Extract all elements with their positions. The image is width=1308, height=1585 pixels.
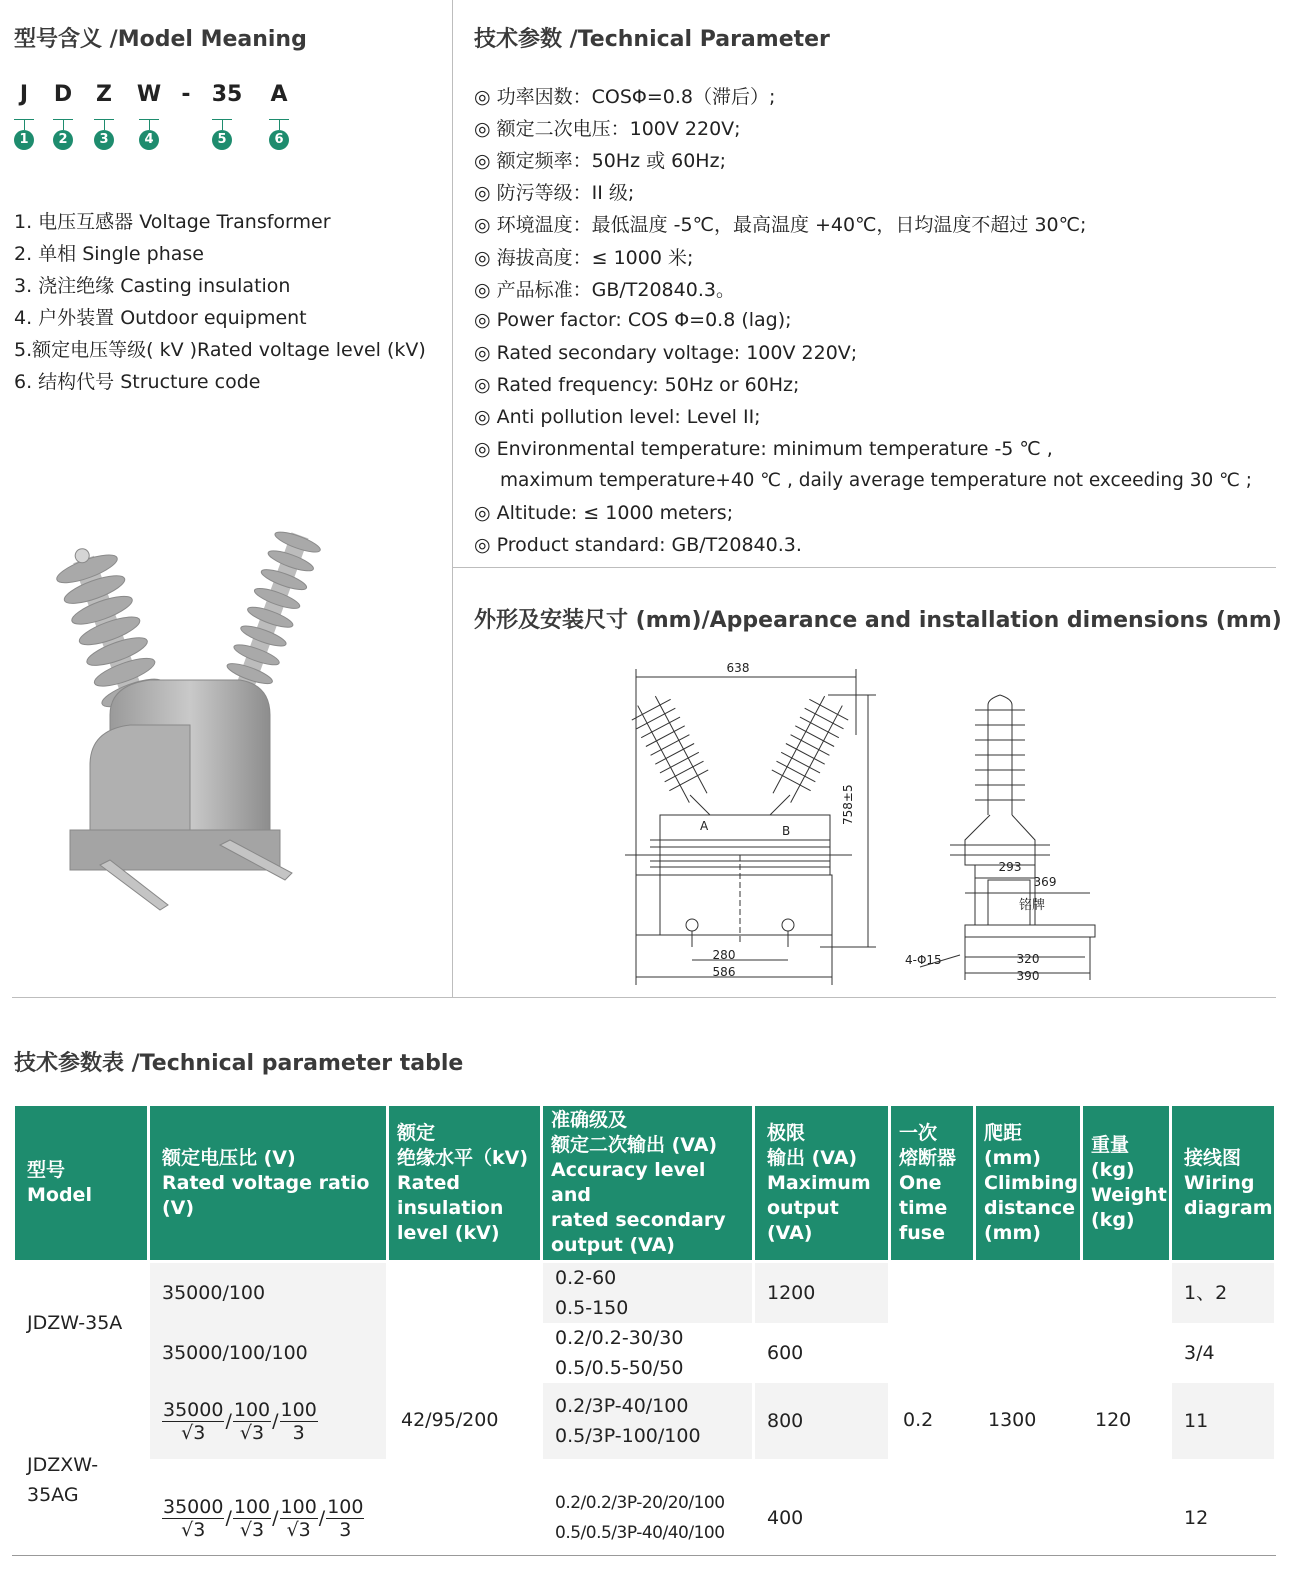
- technical-parameter-table: [12, 1106, 1277, 1577]
- dimension-drawing: [620, 655, 1110, 995]
- meaning-item: 2. 单相 Single phase: [14, 243, 204, 265]
- parameter-item: ◎ 额定二次电压：100V 220V;: [474, 118, 741, 140]
- code-number-badge: 3: [94, 130, 114, 150]
- transformer-product-image: [40, 515, 340, 915]
- code-tick: [63, 120, 64, 130]
- horizontal-divider-right: [452, 567, 1276, 568]
- cell-max-output: 600: [767, 1342, 804, 1364]
- header-wiring: 接线图 Wiring diagram: [1172, 1106, 1274, 1263]
- cell-ratio: 35000/100: [150, 1263, 386, 1323]
- table-row: [15, 1263, 1274, 1323]
- dim-base2-label: 586: [712, 965, 736, 979]
- code-letter: A: [270, 82, 288, 107]
- parameter-item: ◎ Altitude: ≤ 1000 meters;: [474, 502, 734, 524]
- parameter-item: ◎ 海拔高度：≤ 1000 米;: [474, 247, 694, 269]
- code-letter: W: [136, 82, 162, 107]
- fraction: $\frac{100}{3}$: [280, 1398, 317, 1444]
- code-tick: [222, 120, 223, 130]
- cell-accuracy: 0.2/0.2/3P-20/20/100 0.5/0.5/3P-40/40/100: [555, 1493, 725, 1543]
- code-tick: [279, 120, 280, 130]
- meaning-item: 3. 浇注绝缘 Casting insulation: [14, 275, 291, 297]
- parameter-item: ◎ Rated frequency: 50Hz or 60Hz;: [474, 374, 800, 396]
- dim-side4-label: 390: [1016, 969, 1040, 983]
- dim-side2-label: 369: [1033, 875, 1057, 889]
- parameter-item: ◎ 防污等级：II 级;: [474, 182, 635, 204]
- cell-fuse: 0.2: [903, 1409, 934, 1431]
- code-number-badge: 4: [139, 130, 159, 150]
- cell-max-output: 1200: [755, 1263, 888, 1323]
- dim-base1-label: 280: [712, 948, 736, 962]
- cell-model: JDZW-35A: [27, 1312, 123, 1334]
- header-insulation: 额定 绝缘水平（kV) Rated insulation level (kV): [389, 1106, 540, 1263]
- parameter-item-continuation: maximum temperature+40 ℃ , daily average temperature not exceeding 30 ℃ ;: [500, 470, 1253, 491]
- cell-max-output: 400: [767, 1507, 804, 1529]
- meaning-item: 5.额定电压等级( kV )Rated voltage level (kV): [14, 339, 426, 361]
- parameter-item: ◎ Anti pollution level: Level II;: [474, 406, 761, 428]
- parameter-item: ◎ Product standard: GB/T20840.3.: [474, 534, 802, 556]
- code-letter: D: [53, 82, 73, 107]
- nameplate-label: 铭牌: [1018, 898, 1046, 913]
- code-number-badge: 1: [14, 130, 34, 150]
- code-tick: [149, 120, 150, 130]
- header-climbing: 爬距 (mm) Climbing distance (mm): [976, 1106, 1080, 1263]
- code-tick: [104, 120, 105, 130]
- meaning-item: 4. 户外装置 Outdoor equipment: [14, 307, 307, 329]
- cell-insulation: 42/95/200: [401, 1409, 499, 1431]
- parameter-item: ◎ 功率因数：COSΦ=0.8（滞后）;: [474, 86, 776, 108]
- technical-parameter-title: 技术参数 /Technical Parameter: [474, 27, 830, 52]
- meaning-item: 6. 结构代号 Structure code: [14, 371, 261, 393]
- code-letter: -: [181, 82, 191, 107]
- fraction: $\frac{100}{3}$: [327, 1495, 364, 1541]
- dimensions-title: 外形及安装尺寸 (mm)/Appearance and installation dimensions (mm): [474, 608, 1282, 633]
- header-model: 型号 Model: [15, 1106, 147, 1263]
- parameter-item: ◎ Rated secondary voltage: 100V 220V;: [474, 342, 858, 364]
- terminal-a-label: A: [700, 819, 709, 833]
- cell-ratio: 35000/100/100: [150, 1323, 386, 1383]
- cell-ratio-fraction: $\frac{35000}{√3}$ / $\frac{100}{√3}$ / $\frac{100}{3}$: [150, 1383, 386, 1459]
- header-weight: 重量 (kg) Weight (kg): [1083, 1106, 1169, 1263]
- fraction: $\frac{100}{√3}$: [280, 1495, 317, 1541]
- fraction: $\frac{100}{√3}$: [233, 1398, 271, 1444]
- fraction: $\frac{35000}{√3}$: [163, 1398, 224, 1444]
- cell-wiring: 1、2: [1172, 1263, 1274, 1323]
- fraction: $\frac{100}{√3}$: [233, 1495, 271, 1541]
- code-tick: [24, 120, 25, 130]
- meaning-item: 1. 电压互感器 Voltage Transformer: [14, 211, 331, 233]
- cell-weight: 120: [1095, 1409, 1132, 1431]
- cell-wiring: 12: [1184, 1507, 1209, 1529]
- header-fuse: 一次 熔断器 One time fuse: [891, 1106, 973, 1263]
- cell-accuracy: 0.2/0.2-30/30 0.5/0.5-50/50: [555, 1327, 684, 1379]
- cell-accuracy: 0.2/3P-40/100 0.5/3P-100/100: [543, 1383, 752, 1459]
- table-header-row: [15, 1106, 1274, 1263]
- dim-side1-label: 293: [998, 860, 1022, 874]
- code-number-badge: 5: [212, 130, 232, 150]
- dim-width-label: 638: [726, 661, 750, 675]
- parameter-item: ◎ 环境温度：最低温度 -5℃，最高温度 +40℃，日均温度不超过 30℃;: [474, 214, 1087, 236]
- code-number-badge: 2: [53, 130, 73, 150]
- code-letter: Z: [96, 82, 112, 107]
- mounting-hole-label: 4-Φ15: [905, 953, 942, 967]
- code-letter: 35: [211, 82, 243, 107]
- header-accuracy: 准确级及 额定二次输出 (VA) Accuracy level and rated secondary output (VA): [543, 1106, 752, 1263]
- parameter-item: ◎ 额定频率：50Hz 或 60Hz;: [474, 150, 726, 172]
- dim-side3-label: 320: [1016, 952, 1040, 966]
- cell-accuracy: 0.2-60 0.5-150: [543, 1263, 752, 1323]
- cell-climbing: 1300: [988, 1409, 1037, 1431]
- parameter-table-title: 技术参数表 /Technical parameter table: [14, 1051, 464, 1076]
- header-max-output: 极限 输出 (VA) Maximum output (VA): [755, 1106, 888, 1263]
- parameter-item: ◎ Environmental temperature: minimum temperature -5 ℃ ,: [474, 438, 1053, 460]
- terminal-b-label: B: [782, 824, 791, 838]
- fraction: $\frac{35000}{√3}$: [163, 1495, 224, 1541]
- header-ratio: 额定电压比 (V) Rated voltage ratio (V): [150, 1106, 386, 1263]
- vertical-divider: [452, 0, 453, 998]
- cell-wiring: 11: [1172, 1383, 1274, 1459]
- cell-ratio-fraction: $\frac{35000}{√3}$ / $\frac{100}{√3}$ / $\frac{100}{√3}$ / $\frac{100}{3}$: [163, 1495, 364, 1541]
- cell-wiring: 3/4: [1184, 1342, 1215, 1364]
- model-meaning-title: 型号含义 /Model Meaning: [14, 27, 307, 52]
- dim-height-label: 758±5: [841, 784, 855, 825]
- parameter-item: ◎ 产品标准：GB/T20840.3。: [474, 279, 735, 301]
- code-number-badge: 6: [269, 130, 289, 150]
- cell-max-output: 800: [755, 1383, 888, 1459]
- parameter-item: ◎ Power factor: COS Φ=0.8 (lag);: [474, 309, 792, 331]
- code-letter: J: [19, 82, 29, 107]
- cell-model: JDZXW-35AG: [27, 1454, 99, 1506]
- horizontal-divider-main: [12, 997, 1276, 998]
